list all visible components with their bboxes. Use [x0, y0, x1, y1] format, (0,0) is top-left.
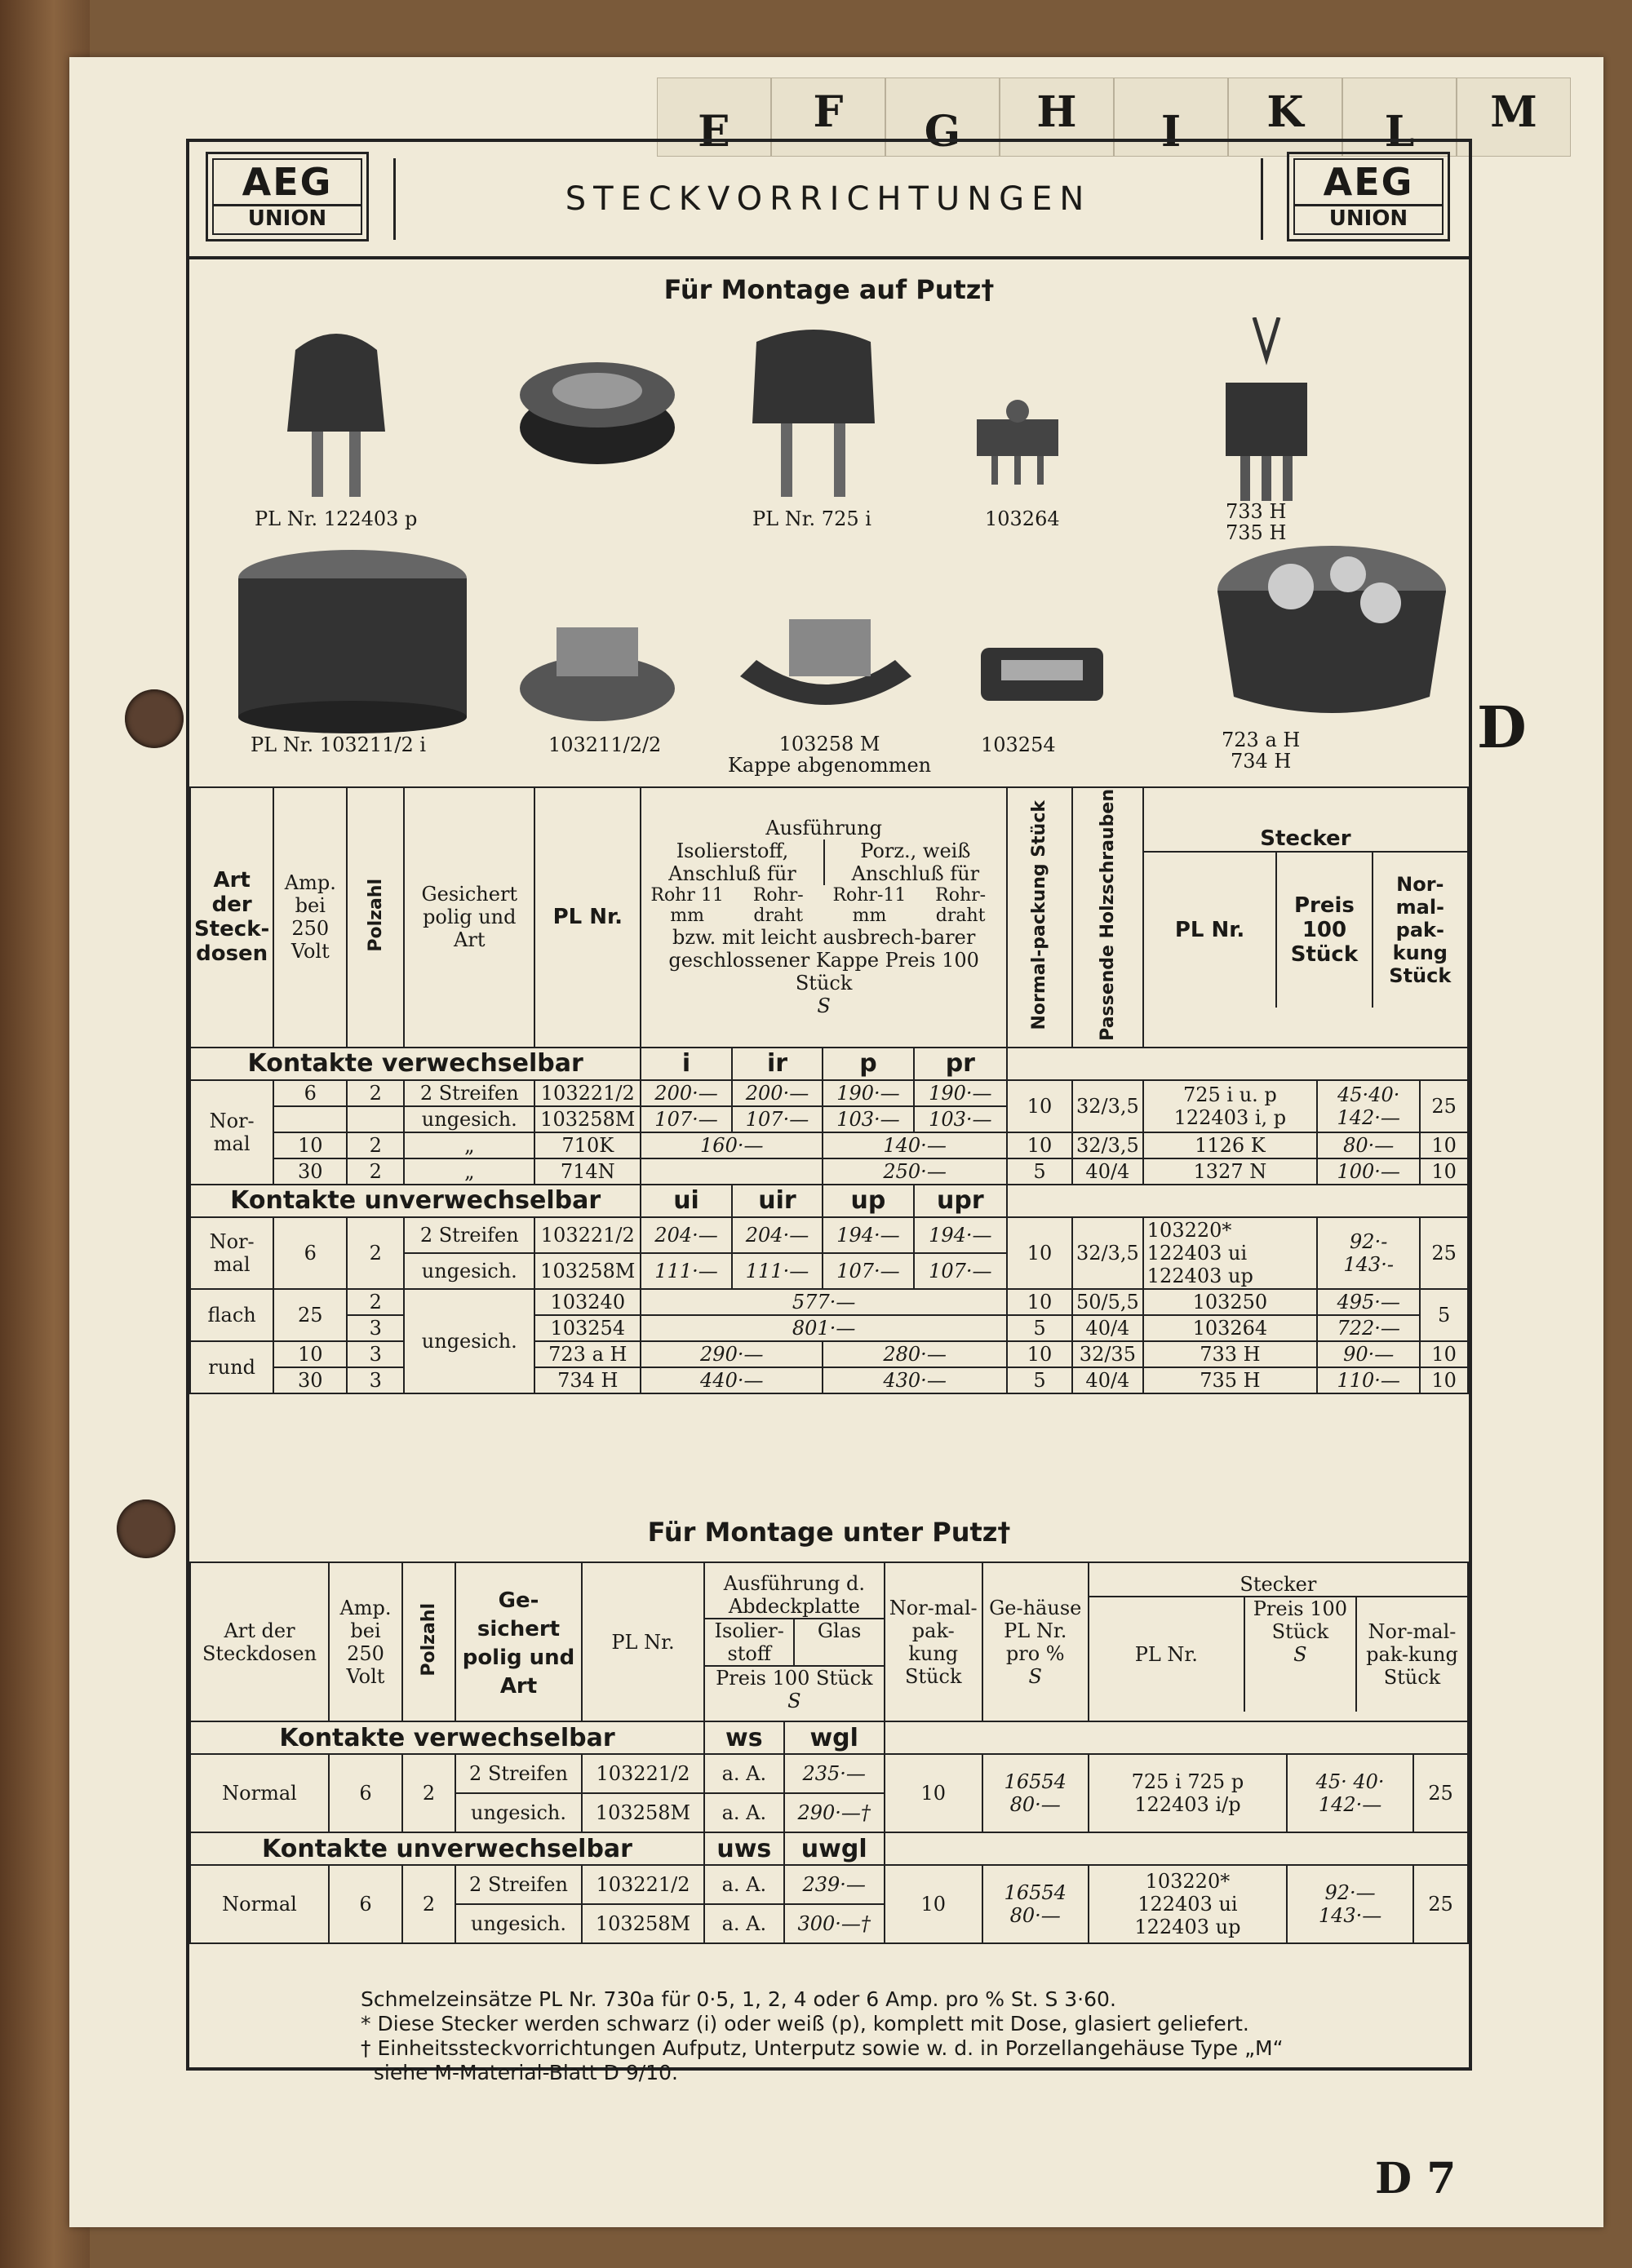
tab-i[interactable]: I: [1114, 78, 1228, 157]
socket-103211-2i-image: [230, 546, 475, 733]
punch-hole: [125, 689, 184, 748]
tab-f[interactable]: F: [771, 78, 885, 157]
col-art: Art der Steckdosen: [190, 1562, 329, 1721]
label-725i: PL Nr. 725 i: [752, 507, 871, 530]
label-103254: 103254: [981, 733, 1056, 756]
table-row: ungesich. 103258M a. A. 290·—†: [190, 1793, 1468, 1832]
tab-e[interactable]: E: [657, 78, 771, 157]
col-gehaeuse: Ge-häuse PL Nr. pro % S: [982, 1562, 1089, 1721]
footnotes: [361, 1987, 1284, 2085]
footnote-line: siehe M-Material-Blatt D 9/10.: [361, 2061, 678, 2084]
table-unter-putz: [189, 1561, 1469, 1944]
col-gesichert: Ge-sichert polig und Art: [455, 1562, 582, 1721]
table-row: rund 10 3 723 a H 290·— 280·— 10 32/35 733 H 90·— 10: [190, 1341, 1468, 1367]
footnote-line: † Einheitssteckvorrichtungen Aufputz, Unterputz sowie w. d. in Porzellangehäuse Type „M“: [361, 2036, 1284, 2060]
section-title-auf-putz: Für Montage auf Putz†: [663, 274, 995, 305]
col-art: Art der Steck-dosen: [190, 787, 273, 1048]
col-amp: Amp. bei 250 Volt: [273, 787, 347, 1048]
plug-733h-image: [1209, 317, 1324, 505]
table-row: ungesich. 103258M 111·— 111·— 107·— 107·—: [190, 1253, 1468, 1289]
table-row: 10 2 „ 710K 160·— 140·— 10 32/3,5 1126 K 80·— 10: [190, 1132, 1468, 1158]
socket-103211-2-2-image: [516, 611, 679, 725]
table-row: 3 103254 801·— 5 40/4 103264 722·—: [190, 1315, 1468, 1341]
section-unverwechselbar: Kontakte unverwechselbar ui uir up upr: [190, 1185, 1468, 1217]
col-stecker: Stecker PL Nr. Preis 100 Stück Nor-mal-pak-kung Stück: [1143, 787, 1468, 1048]
col-normalpackung: Normal-packung Stück: [1007, 787, 1072, 1048]
label-103258m: 103258 M Kappe abgenommen: [728, 733, 932, 777]
aeg-union-logo-right: AEG UNION: [1287, 152, 1450, 241]
col-pl-nr: PL Nr.: [534, 787, 641, 1048]
plug-725i-image: [744, 317, 883, 505]
table-row: flach 25 2 ungesich. 103240 577·— 10 50/5,5 103250 495·— 5: [190, 1289, 1468, 1315]
tab-h[interactable]: H: [1000, 78, 1114, 157]
section-verwechselbar: Kontakte verwechselbar ws wgl: [190, 1721, 1468, 1754]
page-number: D 7: [1375, 2154, 1457, 2204]
label-103264: 103264: [985, 507, 1060, 530]
label-103211-2i: PL Nr. 103211/2 i: [251, 733, 427, 756]
footnote-line: * Diese Stecker werden schwarz (i) oder weiß (p), komplett mit Dose, glasiert geliefert.: [361, 2012, 1249, 2035]
section-title-unter-putz: Für Montage unter Putz†: [647, 1517, 1011, 1548]
page-header: [189, 142, 1469, 259]
col-amp: Amp. bei 250 Volt: [329, 1562, 402, 1721]
label-723ah-734h: 723 a H 734 H: [1222, 729, 1301, 773]
tab-l[interactable]: L: [1342, 78, 1457, 157]
col-ausfuehrung: Ausführung Isolierstoff, Anschluß für Porz., weiß Anschluß für Rohr 11 mm Rohr-draht Rohr-11 mm Rohr-draht bzw. mit leicht ausbrech-barer geschlossener Kappe Preis 100 Stück S: [641, 787, 1007, 1048]
catalog-frame: [186, 139, 1472, 2084]
tab-m[interactable]: M: [1457, 78, 1571, 157]
table-row: Nor-mal 6 2 2 Streifen 103221/2 204·— 204·— 194·— 194·— 10 32/3,5 103220* 122403 ui 122403 up 92·- 143·- 25: [190, 1217, 1468, 1253]
col-holzschrauben: Passende Holzschrauben: [1072, 787, 1143, 1048]
aeg-union-logo-left: AEG UNION: [206, 152, 369, 241]
col-normalpackung: Nor-mal-pak-kung Stück: [885, 1562, 982, 1721]
footnote-line: Schmelzeinsätze PL Nr. 730a für 0·5, 1, 2, 4 oder 6 Amp. pro % St. S 3·60.: [361, 1987, 1116, 2011]
tab-k[interactable]: K: [1228, 78, 1342, 157]
table-row: 30 2 „ 714N 250·— 5 40/4 1327 N 100·— 10: [190, 1158, 1468, 1185]
table-row: 30 3 734 H 440·— 430·— 5 40/4 735 H 110·— 10: [190, 1367, 1468, 1393]
page-title: STECKVORRICHTUNGEN: [393, 158, 1263, 240]
plug-122403p-image: [279, 317, 393, 505]
section-unverwechselbar: Kontakte unverwechselbar uws uwgl: [190, 1832, 1468, 1865]
plug-103264-image: [969, 395, 1067, 493]
socket-723ah-image: [1209, 542, 1454, 729]
tab-g[interactable]: G: [885, 78, 1000, 157]
label-122403p: PL Nr. 122403 p: [255, 507, 418, 530]
section-verwechselbar: Kontakte verwechselbar i ir p pr: [190, 1048, 1468, 1080]
col-stecker: Stecker PL Nr. Preis 100 Stück S Nor-mal-pak-kung Stück: [1089, 1562, 1468, 1721]
table-row: ungesich. 103258M 107·— 107·— 103·— 103·—: [190, 1106, 1468, 1132]
label-103211-2-2: 103211/2/2: [548, 733, 662, 756]
col-pl-nr: PL Nr.: [582, 1562, 704, 1721]
side-letter: D: [1477, 693, 1527, 761]
table-row: Normal 6 2 2 Streifen 103221/2 a. A. 239·— 10 16554 80·— 103220* 122403 ui 122403 up 92·— 143·— 25: [190, 1865, 1468, 1904]
table-row: Normal 6 2 2 Streifen 103221/2 a. A. 235·— 10 16554 80·— 725 i 725 p 122403 i/p 45· 40· 142·— 25: [190, 1754, 1468, 1793]
col-polzahl: Polzahl: [402, 1562, 455, 1721]
col-ausfuehrung: Ausführung d. Abdeckplatte Isolier-stoff Glas Preis 100 Stück S: [704, 1562, 885, 1721]
col-polzahl: Polzahl: [347, 787, 404, 1048]
table-auf-putz: [189, 786, 1469, 1394]
label-733h-735h: 733 H 735 H: [1226, 500, 1287, 544]
table-row: Nor-mal 6 2 2 Streifen 103221/2 200·— 200·— 190·— 190·— 10 32/3,5 725 i u. p 122403 i, p 45·40· 142·— 25: [190, 1080, 1468, 1106]
punch-hole: [117, 1499, 175, 1558]
socket-round-image: [516, 354, 679, 468]
socket-103254-image: [977, 640, 1107, 713]
socket-103258m-image: [732, 611, 920, 725]
col-gesichert: Gesichert polig und Art: [404, 787, 534, 1048]
table-row: ungesich. 103258M a. A. 300·—†: [190, 1904, 1468, 1943]
